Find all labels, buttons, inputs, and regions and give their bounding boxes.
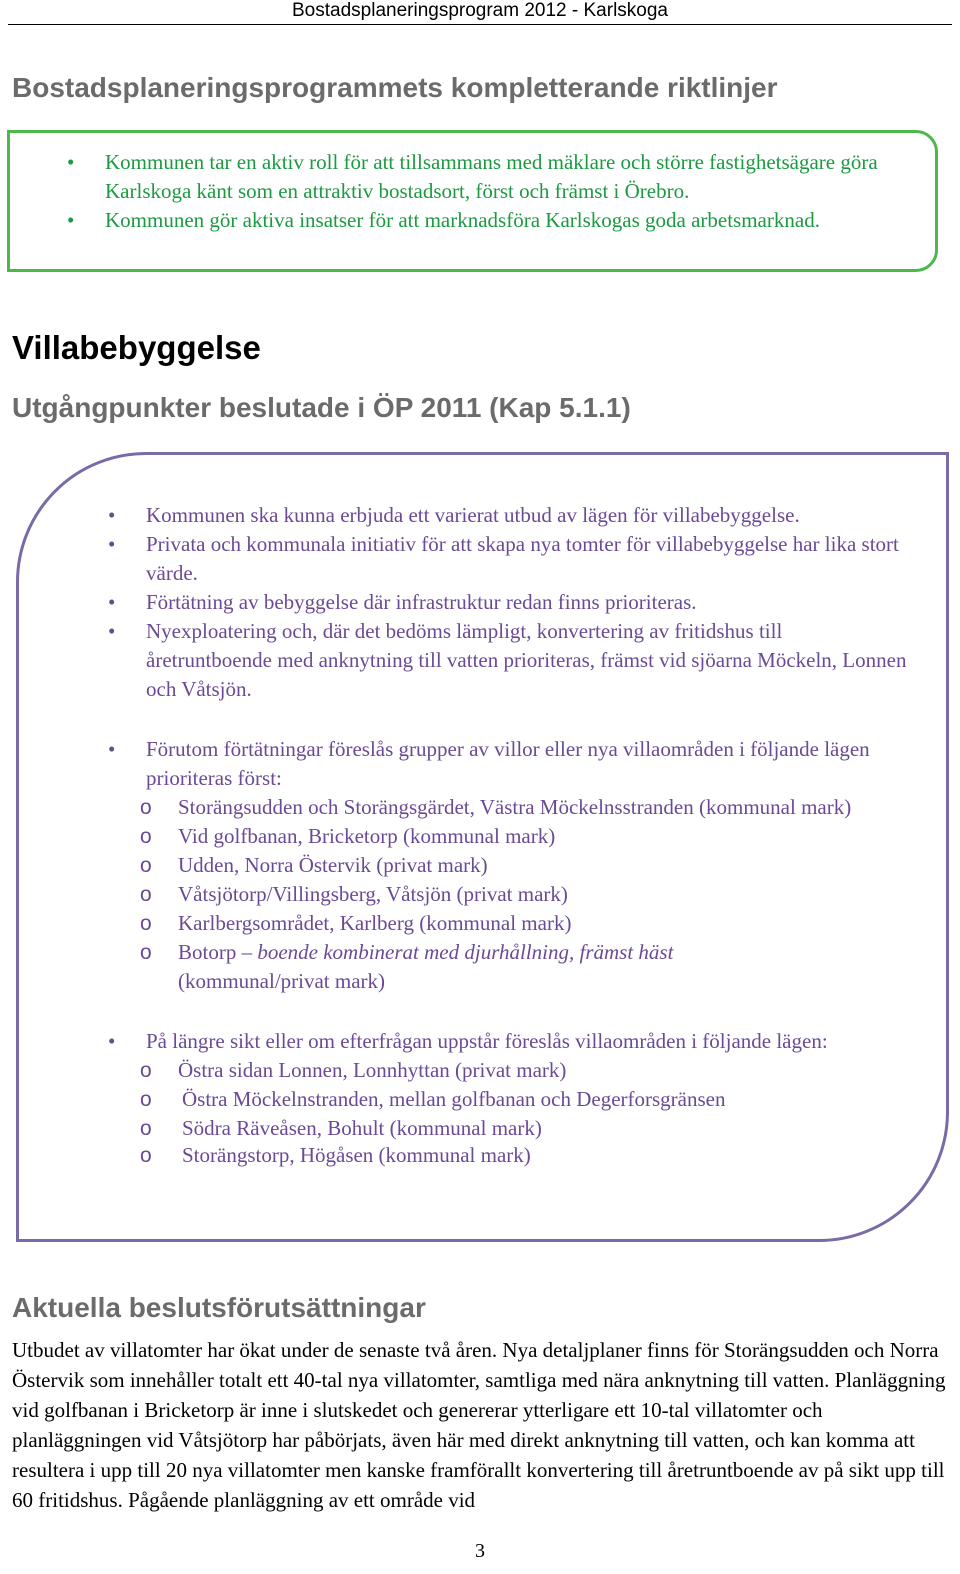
header-rule [8,24,952,25]
section-heading-current-conditions: Aktuella beslutsförutsättningar [12,1292,426,1323]
list-item-text: Privata och kommunala initiativ för att skapa nya tomter för villabebyggelse har lika stort värde. [146,532,899,585]
list-item-longterm [108,1027,908,1168]
botorp-suffix: (kommunal/privat mark) [178,969,386,993]
current-conditions-paragraph: Utbudet av villatomter har ökat under de senaste två åren. Nya detaljplaner finns för Storängsudden och Norra Östervik som innehåller totalt ett 40-tal nya villatomter, samtliga med nära anknytning till vatten. Planläggning vid golfbanan i Bricketorp är inne i slutskedet och genererar ytterligare ett 10-tal villatomter och planläggningen vid Våtsjötorp har påbörjats, även här med direkt anknytning till vatten, och kan komma att resultera i upp till 20 nya villatomter men kanske framförallt konvertering till åretruntboende av på sikt upp till 60 fritidshus. Pågående planläggning av ett område vid [12,1338,946,1512]
list-item-text: Kommunen gör aktiva insatser för att marknadsföra Karlskogas goda arbetsmarknad. [105,208,820,232]
circle-bullet-icon: o [140,1059,152,1082]
sublist-item [108,851,908,880]
sublist-item [108,1114,908,1143]
sublist-item-text: Östra Möckelnstranden, mellan golfbanan och Degerforsgränsen [182,1087,726,1111]
guidelines-list [67,148,897,235]
bullet-icon: • [108,503,116,527]
priority-sublist [108,793,908,996]
bullet-icon: • [67,208,75,232]
starting-points-list [108,501,908,1168]
circle-bullet-icon: o [140,1088,152,1111]
list-item [108,617,908,704]
bullet-icon: • [108,737,116,761]
circle-bullet-icon: o [140,1144,152,1167]
list-item [108,501,908,530]
botorp-italic: boende kombinerat med djurhållning, främst häst [257,940,674,964]
bullet-icon: • [67,150,75,174]
sublist-item-text: Karlbergsområdet, Karlberg (kommunal mark) [178,911,572,935]
sublist-item-text: Udden, Norra Östervik (privat mark) [178,853,488,877]
circle-bullet-icon: o [140,941,152,964]
list-item [108,530,908,588]
list-item [67,148,897,206]
list-item-text: Kommunen tar en aktiv roll för att tillsammans med mäklare och större fastighetsägare göra Karlskoga känt som en attraktiv bostadsort, först och främst i Örebro. [105,150,878,203]
sublist-item-text: Storängstorp, Högåsen (kommunal mark) [182,1143,531,1167]
page-number: 3 [475,1540,485,1562]
list-item-text: På längre sikt eller om efterfrågan uppstår föreslås villaområden i följande lägen: [146,1029,828,1053]
circle-bullet-icon: o [140,854,152,877]
circle-bullet-icon: o [140,796,152,819]
sublist-item-text: Vid golfbanan, Bricketorp (kommunal mark) [178,824,556,848]
list-item-priority [108,735,908,996]
list-item [108,588,908,617]
circle-bullet-icon: o [140,1117,152,1140]
list-item-text: Förtätning av bebyggelse där infrastruktur redan finns prioriteras. [146,590,697,614]
bullet-icon: • [108,590,116,614]
sublist-item [108,793,908,822]
list-item-text: Förutom förtätningar föreslås grupper av villor eller nya villaområden i följande lägen prioriteras först: [146,737,870,790]
sublist-item [108,822,908,851]
subheading-starting-points: Utgångpunkter beslutade i ÖP 2011 (Kap 5.1.1) [12,392,631,423]
list-item-text: Kommunen ska kunna erbjuda ett varierat utbud av lägen för villabebyggelse. [146,503,800,527]
running-header: Bostadsplaneringsprogram 2012 - Karlskoga [292,0,668,21]
sublist-item-text: Storängsudden och Storängsgärdet, Västra Möckelnsstranden (kommunal mark) [178,795,852,819]
circle-bullet-icon: o [140,883,152,906]
list-item [67,206,897,235]
bullet-icon: • [108,619,116,643]
botorp-prefix: Botorp – [178,940,258,964]
longterm-sublist [108,1056,908,1168]
bullet-icon: • [108,532,116,556]
circle-bullet-icon: o [140,825,152,848]
bullet-icon: • [108,1029,116,1053]
sublist-item-text: Södra Räveåsen, Bohult (kommunal mark) [182,1116,542,1140]
sublist-item [108,909,908,938]
sublist-item [108,1143,908,1168]
section-heading-villa: Villabebyggelse [12,329,261,366]
sublist-item-text: Våtsjötorp/Villingsberg, Våtsjön (privat mark) [178,882,568,906]
sublist-item [108,880,908,909]
circle-bullet-icon: o [140,912,152,935]
sublist-item [108,1085,908,1114]
list-item-text: Nyexploatering och, där det bedöms lämpligt, konvertering av fritidshus till åretruntboende med anknytning till vatten prioriteras, främst vid sjöarna Möckeln, Lonnen och Våtsjön. [146,619,907,701]
sublist-item-text: Östra sidan Lonnen, Lonnhyttan (privat mark) [178,1058,567,1082]
sublist-item-botorp [108,938,908,996]
sublist-item [108,1056,908,1085]
section-heading-guidelines: Bostadsplaneringsprogrammets kompletterande riktlinjer [12,72,778,103]
